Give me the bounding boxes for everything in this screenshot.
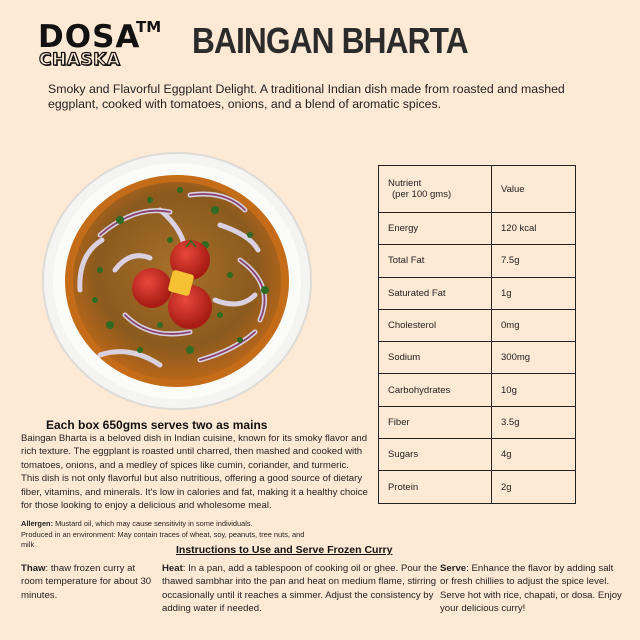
step-text: : In a pan, add a tablespoon of cooking oil or ghee. Pour the thawed sambhar into the pan and heat on medium flame, stirring occasionally until it reaches a simmer. Adjust the consistency by adding water if needed. [162,563,438,615]
nutrient-name: Sodium [379,342,492,374]
product-title: BAINGAN BHARTA [192,20,468,61]
instruction-heat [162,562,438,616]
environment-note: Produced in an environment: May contain traces of wheat, soy, peanuts, tree nuts, and milk [21,529,305,550]
instruction-thaw [21,562,154,602]
brand-name: DOSA [38,19,141,55]
nutrition-row-sugars [379,439,576,471]
nutrient-name: Carbohydrates [379,374,492,406]
step-label: Thaw [21,563,46,574]
bowl-illustration [40,150,315,412]
nutrient-name: Protein [379,471,492,503]
nutrition-row-sodium [379,342,576,374]
step-text: : Enhance the flavor by adding salt or fresh chillies to adjust the spice level. Serve hot with rice, chapati, or dosa. Enjoy your delicious curry! [440,563,622,615]
product-description: Baingan Bharta is a beloved dish in Indian cuisine, known for its smoky flavor and rich texture. The eggplant is roasted until charred, then mashed and cooked with tomatoes, onions, and a medley of spices like cumin, coriander, and turmeric. This dish is not only flavorful but also nutritious, offering a good source of dietary fiber, vitamins, and minerals. It's low in calories and fat, making it a healthy choice for those looking to enjoy a delicious and wholesome meal. [21,433,368,512]
nutrition-row-carbohydrates [379,374,576,406]
allergen-text: Mustard oil, which may cause sensitivity in some individuals. [53,519,253,528]
nutrition-row-saturated-fat [379,277,576,309]
nutrient-name: Total Fat [379,245,492,277]
nutrient-value: 7.5g [492,245,576,277]
nutrient-header: Nutrient [388,178,422,189]
nutrition-row-total-fat [379,245,576,277]
nutrient-name: Saturated Fat [379,277,492,309]
instructions-title: Instructions to Use and Serve Frozen Curry [176,544,393,556]
nutrition-table [378,165,576,504]
nutrient-header-sub: (per 100 gms) [392,189,452,200]
nutrient-value: 4g [492,439,576,471]
nutrient-value: 120 kcal [492,213,576,245]
value-header: Value [492,166,576,213]
step-text: : thaw frozen curry at room temperature for about 30 minutes. [21,563,152,601]
nutrient-value: 3.5g [492,406,576,438]
nutrient-value: 2g [492,471,576,503]
brand-logo [38,20,168,76]
step-label: Heat [162,563,183,574]
nutrition-row-protein [379,471,576,503]
nutrient-name: Fiber [379,406,492,438]
nutrition-row-fiber [379,406,576,438]
step-label: Serve [440,563,467,574]
nutrition-row-energy [379,213,576,245]
serving-info: Each box 650gms serves two as mains [46,418,268,432]
nutrition-row-cholesterol [379,309,576,341]
food-image [40,150,315,412]
nutrient-name: Energy [379,213,492,245]
instruction-serve [440,562,622,616]
nutrient-value: 300mg [492,342,576,374]
nutrient-value: 10g [492,374,576,406]
nutrition-header-row [379,166,576,213]
allergen-label: Allergen: [21,519,54,528]
nutrient-name: Cholesterol [379,309,492,341]
trademark-symbol: TM [136,18,162,36]
nutrient-value: 0mg [492,309,576,341]
allergen-line [21,519,311,530]
brand-sub: CHASKA [39,50,121,70]
nutrient-value: 1g [492,277,576,309]
product-tagline: Smoky and Flavorful Eggplant Delight. A traditional Indian dish made from roasted and mashed eggplant, cooked with tomatoes, onions, and a blend of aromatic spices. [48,82,565,111]
nutrient-name: Sugars [379,439,492,471]
nutrient-header-cell [379,166,492,213]
